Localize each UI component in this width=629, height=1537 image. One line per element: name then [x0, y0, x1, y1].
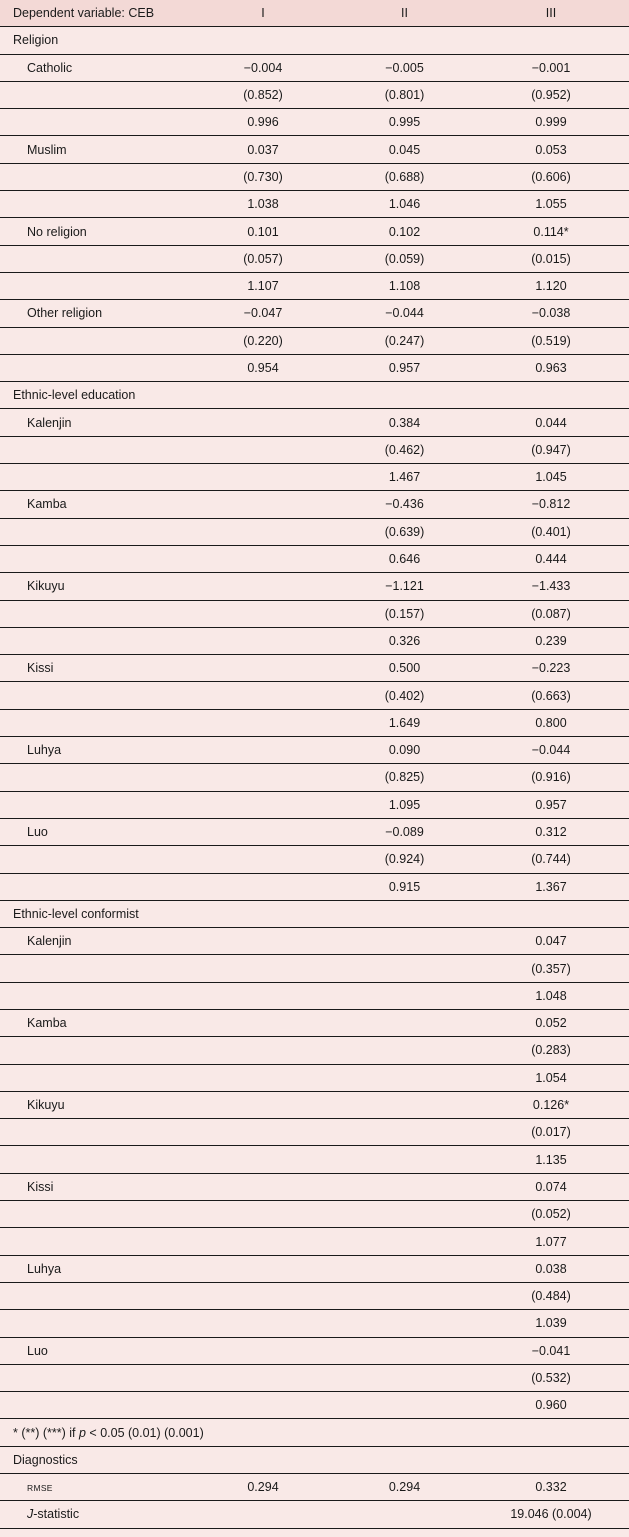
row-label: [0, 709, 190, 736]
value-cell: (0.852): [190, 81, 336, 108]
table-row: [0, 409, 629, 436]
table-row: [0, 354, 629, 381]
table-row: [0, 545, 629, 572]
footnote-stars: * (**) (***) if: [13, 1425, 76, 1440]
section-title-row: [0, 27, 629, 54]
value-cell: 1.367: [473, 873, 629, 900]
value-cell: [190, 982, 336, 1009]
column-header-2: II: [336, 0, 473, 27]
value-cell: [336, 955, 473, 982]
row-label: [0, 791, 190, 818]
value-cell: [190, 1091, 336, 1118]
value-cell: 0.963: [473, 354, 629, 381]
row-label: Luhya: [0, 737, 190, 764]
value-cell: (0.663): [473, 682, 629, 709]
value-cell: −1.433: [473, 573, 629, 600]
table-row: [0, 1146, 629, 1173]
row-label: Kissi: [0, 655, 190, 682]
value-cell: [190, 491, 336, 518]
value-cell: [190, 1146, 336, 1173]
value-cell: 0.332: [473, 1474, 629, 1501]
value-cell: [190, 846, 336, 873]
table-row: [0, 81, 629, 108]
value-cell: [336, 1310, 473, 1337]
row-label: [0, 982, 190, 1009]
value-cell: 0.646: [336, 545, 473, 572]
value-cell: (0.247): [336, 327, 473, 354]
value-cell: 0.038: [473, 1255, 629, 1282]
value-cell: [336, 1091, 473, 1118]
value-cell: [190, 1228, 336, 1255]
value-cell: −0.044: [473, 737, 629, 764]
value-cell: 0.037: [190, 136, 336, 163]
value-cell: 0.102: [336, 218, 473, 245]
footnote-row: [0, 1419, 629, 1446]
value-cell: [190, 1282, 336, 1309]
value-cell: (0.952): [473, 81, 629, 108]
value-cell: [190, 545, 336, 572]
value-cell: (0.462): [336, 436, 473, 463]
value-cell: −0.004: [190, 54, 336, 81]
value-cell: 1.649: [336, 709, 473, 736]
value-cell: 1.135: [473, 1146, 629, 1173]
table-row: [0, 245, 629, 272]
row-label: Kamba: [0, 1009, 190, 1036]
table-row: [0, 627, 629, 654]
row-label: Kikuyu: [0, 1091, 190, 1118]
value-cell: [336, 1282, 473, 1309]
value-cell: 0.996: [190, 109, 336, 136]
value-cell: (0.015): [473, 245, 629, 272]
row-label: [0, 1364, 190, 1391]
table-row: [0, 1228, 629, 1255]
value-cell: 1.108: [336, 272, 473, 299]
section-title: Religion: [0, 27, 629, 54]
value-cell: (0.519): [473, 327, 629, 354]
value-cell: 1.054: [473, 1064, 629, 1091]
value-cell: (0.947): [473, 436, 629, 463]
table-row: [0, 709, 629, 736]
value-cell: −0.047: [190, 300, 336, 327]
row-label: Kikuyu: [0, 573, 190, 600]
value-cell: [190, 1310, 336, 1337]
row-label: [0, 163, 190, 190]
row-label: Kissi: [0, 1173, 190, 1200]
row-label: [0, 109, 190, 136]
table-row: [0, 218, 629, 245]
value-cell: [190, 627, 336, 654]
table-row: [0, 1119, 629, 1146]
value-cell: 0.114*: [473, 218, 629, 245]
row-label: [0, 1310, 190, 1337]
value-cell: (0.401): [473, 518, 629, 545]
value-cell: (0.157): [336, 600, 473, 627]
table-row: [0, 955, 629, 982]
row-label: [0, 464, 190, 491]
value-cell: −0.223: [473, 655, 629, 682]
value-cell: 0.294: [190, 1474, 336, 1501]
row-label: [0, 81, 190, 108]
value-cell: [336, 928, 473, 955]
value-cell: 0.326: [336, 627, 473, 654]
table-row: [0, 1173, 629, 1200]
value-cell: [190, 873, 336, 900]
value-cell: [190, 1201, 336, 1228]
value-cell: 19.046 (0.004): [473, 1501, 629, 1528]
value-cell: [190, 1009, 336, 1036]
value-cell: 1.038: [190, 191, 336, 218]
row-label: [0, 1064, 190, 1091]
table-body: [0, 27, 629, 1528]
table-row: [0, 1255, 629, 1282]
footnote-thresholds: < 0.05 (0.01) (0.001): [85, 1425, 204, 1440]
value-cell: (0.484): [473, 1282, 629, 1309]
value-cell: (0.057): [190, 245, 336, 272]
value-cell: 0.239: [473, 627, 629, 654]
table-row: [0, 791, 629, 818]
row-label: [0, 955, 190, 982]
table-row: [0, 737, 629, 764]
row-label: [0, 1474, 190, 1501]
value-cell: [336, 1337, 473, 1364]
value-cell: [190, 709, 336, 736]
value-cell: 0.800: [473, 709, 629, 736]
value-cell: (0.730): [190, 163, 336, 190]
row-label: Luo: [0, 1337, 190, 1364]
row-label: [0, 436, 190, 463]
value-cell: −0.044: [336, 300, 473, 327]
table-row: [0, 464, 629, 491]
value-cell: [190, 791, 336, 818]
table-row: [0, 818, 629, 845]
value-cell: (0.924): [336, 846, 473, 873]
row-label: [0, 354, 190, 381]
row-label: [0, 1228, 190, 1255]
value-cell: [336, 1037, 473, 1064]
value-cell: −0.005: [336, 54, 473, 81]
value-cell: (0.087): [473, 600, 629, 627]
value-cell: (0.532): [473, 1364, 629, 1391]
value-cell: 0.954: [190, 354, 336, 381]
value-cell: −0.038: [473, 300, 629, 327]
value-cell: [336, 1228, 473, 1255]
value-cell: [336, 1119, 473, 1146]
value-cell: 1.045: [473, 464, 629, 491]
table-row: [0, 54, 629, 81]
value-cell: (0.916): [473, 764, 629, 791]
table-row: [0, 109, 629, 136]
table-row: [0, 1392, 629, 1419]
value-cell: [190, 1173, 336, 1200]
value-cell: [336, 1064, 473, 1091]
table-row: [0, 1337, 629, 1364]
value-cell: [336, 1173, 473, 1200]
table-row: [0, 300, 629, 327]
value-cell: 0.960: [473, 1392, 629, 1419]
value-cell: [190, 436, 336, 463]
value-cell: [190, 818, 336, 845]
row-label: [0, 1501, 190, 1528]
table-row: [0, 1474, 629, 1501]
jstat-label-j: J: [27, 1507, 34, 1522]
value-cell: 1.077: [473, 1228, 629, 1255]
table-row: [0, 873, 629, 900]
value-cell: 0.045: [336, 136, 473, 163]
value-cell: [336, 1146, 473, 1173]
row-label: [0, 682, 190, 709]
value-cell: (0.017): [473, 1119, 629, 1146]
table-row: [0, 1201, 629, 1228]
row-label: No religion: [0, 218, 190, 245]
value-cell: [190, 682, 336, 709]
value-cell: −0.001: [473, 54, 629, 81]
value-cell: 1.107: [190, 272, 336, 299]
value-cell: 1.046: [336, 191, 473, 218]
value-cell: 1.120: [473, 272, 629, 299]
value-cell: [190, 1364, 336, 1391]
table-row: [0, 682, 629, 709]
row-label: Kalenjin: [0, 409, 190, 436]
table-row: [0, 573, 629, 600]
table-row: [0, 928, 629, 955]
value-cell: 0.312: [473, 818, 629, 845]
value-cell: [190, 655, 336, 682]
row-label: Kalenjin: [0, 928, 190, 955]
row-label: [0, 1146, 190, 1173]
value-cell: [336, 1501, 473, 1528]
table-row: [0, 1091, 629, 1118]
value-cell: [336, 982, 473, 1009]
value-cell: (0.744): [473, 846, 629, 873]
row-label: Luo: [0, 818, 190, 845]
footnote-p: p: [79, 1425, 86, 1440]
value-cell: (0.052): [473, 1201, 629, 1228]
value-cell: (0.801): [336, 81, 473, 108]
value-cell: 0.444: [473, 545, 629, 572]
table-row: [0, 518, 629, 545]
value-cell: 1.039: [473, 1310, 629, 1337]
row-label: [0, 600, 190, 627]
value-cell: [336, 1009, 473, 1036]
row-label: [0, 1119, 190, 1146]
section-title: Ethnic-level education: [0, 382, 629, 409]
value-cell: 0.999: [473, 109, 629, 136]
row-label: [0, 272, 190, 299]
value-cell: −0.812: [473, 491, 629, 518]
value-cell: (0.688): [336, 163, 473, 190]
table-row: [0, 1501, 629, 1528]
row-label: [0, 764, 190, 791]
value-cell: 0.384: [336, 409, 473, 436]
rmse-label: RMSE: [27, 1483, 53, 1494]
table-row: [0, 600, 629, 627]
value-cell: 0.500: [336, 655, 473, 682]
value-cell: 0.957: [336, 354, 473, 381]
value-cell: 1.055: [473, 191, 629, 218]
row-label: Other religion: [0, 300, 190, 327]
value-cell: 1.095: [336, 791, 473, 818]
value-cell: [190, 518, 336, 545]
row-label: [0, 327, 190, 354]
value-cell: 0.294: [336, 1474, 473, 1501]
value-cell: [190, 1392, 336, 1419]
significance-footnote: [0, 1419, 629, 1446]
row-label: [0, 245, 190, 272]
table-row: [0, 764, 629, 791]
row-label: Luhya: [0, 1255, 190, 1282]
value-cell: (0.283): [473, 1037, 629, 1064]
row-label: Muslim: [0, 136, 190, 163]
value-cell: [190, 600, 336, 627]
table-row: [0, 846, 629, 873]
value-cell: (0.220): [190, 327, 336, 354]
row-label: [0, 191, 190, 218]
row-label: [0, 627, 190, 654]
value-cell: (0.825): [336, 764, 473, 791]
table-row: [0, 1064, 629, 1091]
row-label: [0, 545, 190, 572]
value-cell: 0.915: [336, 873, 473, 900]
value-cell: [190, 1501, 336, 1528]
table-row: [0, 272, 629, 299]
value-cell: (0.059): [336, 245, 473, 272]
value-cell: [190, 955, 336, 982]
value-cell: [190, 928, 336, 955]
value-cell: 0.995: [336, 109, 473, 136]
table-row: [0, 136, 629, 163]
value-cell: −0.089: [336, 818, 473, 845]
table-row: [0, 1364, 629, 1391]
value-cell: (0.357): [473, 955, 629, 982]
value-cell: [190, 1064, 336, 1091]
table-row: [0, 1037, 629, 1064]
value-cell: 1.467: [336, 464, 473, 491]
table-row: [0, 1282, 629, 1309]
value-cell: [190, 737, 336, 764]
value-cell: −1.121: [336, 573, 473, 600]
value-cell: 0.090: [336, 737, 473, 764]
row-label: [0, 1282, 190, 1309]
section-title-row: [0, 900, 629, 927]
value-cell: 0.047: [473, 928, 629, 955]
value-cell: [190, 464, 336, 491]
value-cell: 0.074: [473, 1173, 629, 1200]
value-cell: [190, 573, 336, 600]
value-cell: [336, 1255, 473, 1282]
jstat-label-rest: -statistic: [33, 1507, 80, 1522]
row-label: [0, 1037, 190, 1064]
row-label: Catholic: [0, 54, 190, 81]
column-header-3: III: [473, 0, 629, 27]
value-cell: 0.126*: [473, 1091, 629, 1118]
value-cell: (0.402): [336, 682, 473, 709]
value-cell: 1.048: [473, 982, 629, 1009]
value-cell: [336, 1364, 473, 1391]
row-label: [0, 846, 190, 873]
value-cell: [336, 1201, 473, 1228]
value-cell: (0.639): [336, 518, 473, 545]
value-cell: [190, 1119, 336, 1146]
value-cell: [190, 1337, 336, 1364]
row-label: [0, 1201, 190, 1228]
value-cell: 0.044: [473, 409, 629, 436]
column-header-1: I: [190, 0, 336, 27]
table-row: [0, 191, 629, 218]
value-cell: −0.041: [473, 1337, 629, 1364]
value-cell: [190, 764, 336, 791]
row-label: Kamba: [0, 491, 190, 518]
value-cell: 0.053: [473, 136, 629, 163]
table-row: [0, 982, 629, 1009]
table-row: [0, 655, 629, 682]
section-title: Diagnostics: [0, 1446, 629, 1473]
table-row: [0, 436, 629, 463]
row-label: [0, 1392, 190, 1419]
value-cell: (0.606): [473, 163, 629, 190]
value-cell: 0.101: [190, 218, 336, 245]
value-cell: 0.957: [473, 791, 629, 818]
value-cell: [336, 1392, 473, 1419]
table-row: [0, 1310, 629, 1337]
value-cell: −0.436: [336, 491, 473, 518]
row-label: [0, 518, 190, 545]
section-title: Ethnic-level conformist: [0, 900, 629, 927]
table-header-row: [0, 0, 629, 27]
value-cell: 0.052: [473, 1009, 629, 1036]
value-cell: [190, 1037, 336, 1064]
table-row: [0, 163, 629, 190]
section-title-row: [0, 382, 629, 409]
section-title-row: [0, 1446, 629, 1473]
table-row: [0, 1009, 629, 1036]
row-label: [0, 873, 190, 900]
table-row: [0, 327, 629, 354]
table-row: [0, 491, 629, 518]
value-cell: [190, 1255, 336, 1282]
value-cell: [190, 409, 336, 436]
dependent-variable-label: Dependent variable: CEB: [0, 0, 190, 27]
